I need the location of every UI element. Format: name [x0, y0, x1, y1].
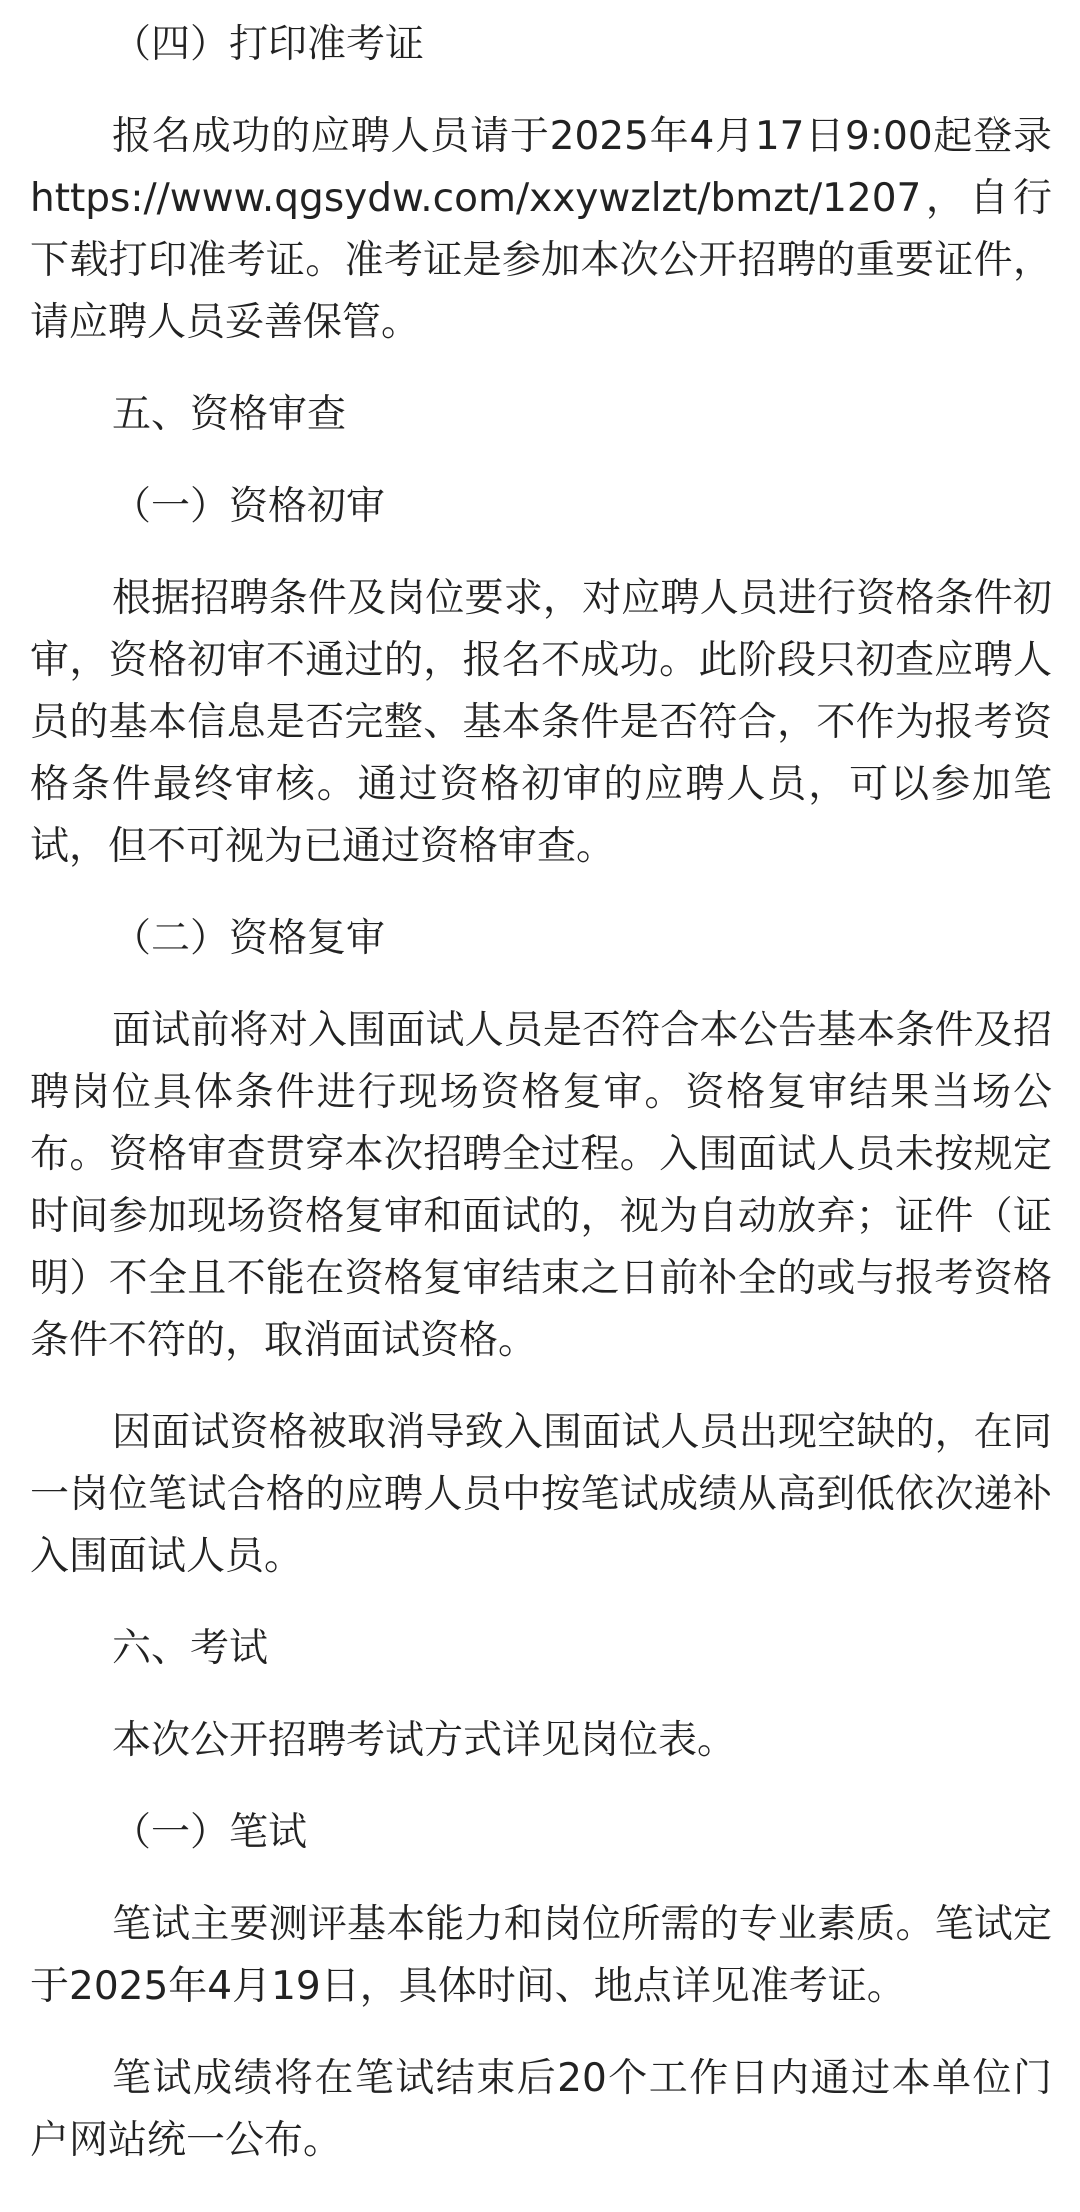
paragraph-re-review-1: 面试前将对入围面试人员是否符合本公告基本条件及招聘岗位具体条件进行现场资格复审。资格复审结果当场公布。资格审查贯穿本次招聘全过程。入围面试人员未按规定时间参加现场资格复审和面试的，视为自动放弃；证件（证明）不全且不能在资格复审结束之日前补全的或与报考资格条件不符的，取消面试资格。 — [30, 1008, 1052, 1363]
paragraph-written-exam-2: 笔试成绩将在笔试结束后20个工作日内通过本单位门户网站统一公布。 — [30, 2056, 1052, 2163]
section-heading-preliminary-review: （一）资格初审 — [112, 484, 386, 529]
paragraph-preliminary-review: 根据招聘条件及岗位要求，对应聘人员进行资格条件初审，资格初审不通过的，报名不成功。此阶段只初查应聘人员的基本信息是否完整、基本条件是否符合，不作为报考资格条件最终审核。通过资格初审的应聘人员，可以参加笔试，但不可视为已通过资格审查。 — [30, 576, 1052, 869]
paragraph-print-admission: 报名成功的应聘人员请于2025年4月17日9:00起登录https://www.qgsydw.com/xxywzlzt/bmzt/1207，自行下载打印准考证。准考证是参加本次公开招聘的重要证件，请应聘人员妥善保管。 — [30, 114, 1052, 345]
section-heading-qualification-review: 五、资格审查 — [112, 392, 347, 437]
section-heading-exam: 六、考试 — [112, 1626, 269, 1671]
paragraph-exam: 本次公开招聘考试方式详见岗位表。 — [112, 1718, 737, 1763]
section-heading-written-exam: （一）笔试 — [112, 1810, 308, 1855]
paragraph-written-exam-1: 笔试主要测评基本能力和岗位所需的专业素质。笔试定于2025年4月19日，具体时间、地点详见准考证。 — [30, 1902, 1052, 2009]
article-body — [0, 14, 1080, 2172]
section-heading-print-admission: （四）打印准考证 — [112, 22, 425, 67]
section-heading-re-review: （二）资格复审 — [112, 916, 386, 961]
paragraph-re-review-2: 因面试资格被取消导致入围面试人员出现空缺的，在同一岗位笔试合格的应聘人员中按笔试成绩从高到低依次递补入围面试人员。 — [30, 1410, 1052, 1579]
